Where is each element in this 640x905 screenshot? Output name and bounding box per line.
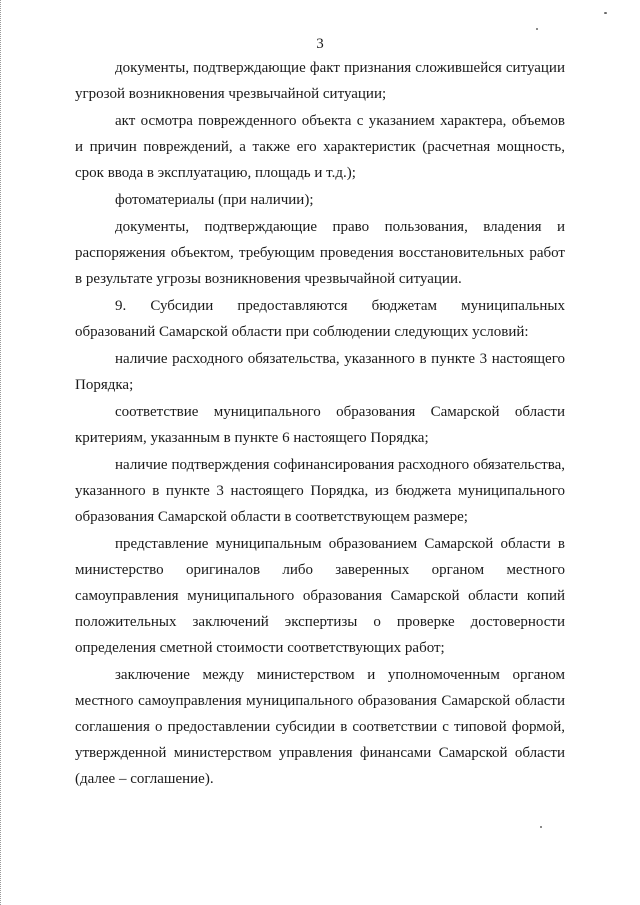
scan-speck: [536, 28, 538, 30]
paragraph: заключение между министерством и уполномоченным органом местного самоуправления муниципального образования Самарской области соглашения о предоставлении субсидии в соответствии с типовой формой, утвержденной министерством управления финансами Самарской области (далее – соглашение).: [75, 667, 565, 787]
paragraph: наличие расходного обязательства, указанного в пункте 3 настоящего Порядка;: [75, 351, 565, 393]
paragraph: документы, подтверждающие право пользования, владения и распоряжения объектом, требующим проведения восстановительных работ в результате угрозы возникновения чрезвычайной ситуации.: [75, 219, 565, 287]
page-number: 3: [316, 36, 324, 52]
paragraph: представление муниципальным образованием Самарской области в министерство оригиналов либо заверенных органом местного самоуправления муниципального образования Самарской области копий положительных заключений экспертизы о проверке достоверности определения сметной стоимости соответствующих работ;: [75, 536, 565, 656]
document-body: [75, 55, 565, 792]
paragraph: наличие подтверждения софинансирования расходного обязательства, указанного в пункте 3 настоящего Порядка, из бюджета муниципального образования Самарской области в соответствующем размере;: [75, 457, 565, 525]
scan-edge: [0, 0, 2, 905]
scan-speck: [604, 12, 607, 14]
paragraph: фотоматериалы (при наличии);: [115, 192, 314, 208]
paragraph: акт осмотра поврежденного объекта с указанием характера, объемов и причин повреждений, а также его характеристик (расчетная мощность, срок ввода в эксплуатацию, площадь и т.д.);: [75, 113, 565, 181]
scan-speck: [540, 826, 542, 828]
paragraph: 9. Субсидии предоставляются бюджетам муниципальных образований Самарской области при соблюдении следующих условий:: [75, 298, 565, 340]
paragraph: документы, подтверждающие факт признания сложившейся ситуации угрозой возникновения чрезвычайной ситуации;: [75, 60, 565, 102]
paragraph: соответствие муниципального образования Самарской области критериям, указанным в пункте 6 настоящего Порядка;: [75, 404, 565, 446]
